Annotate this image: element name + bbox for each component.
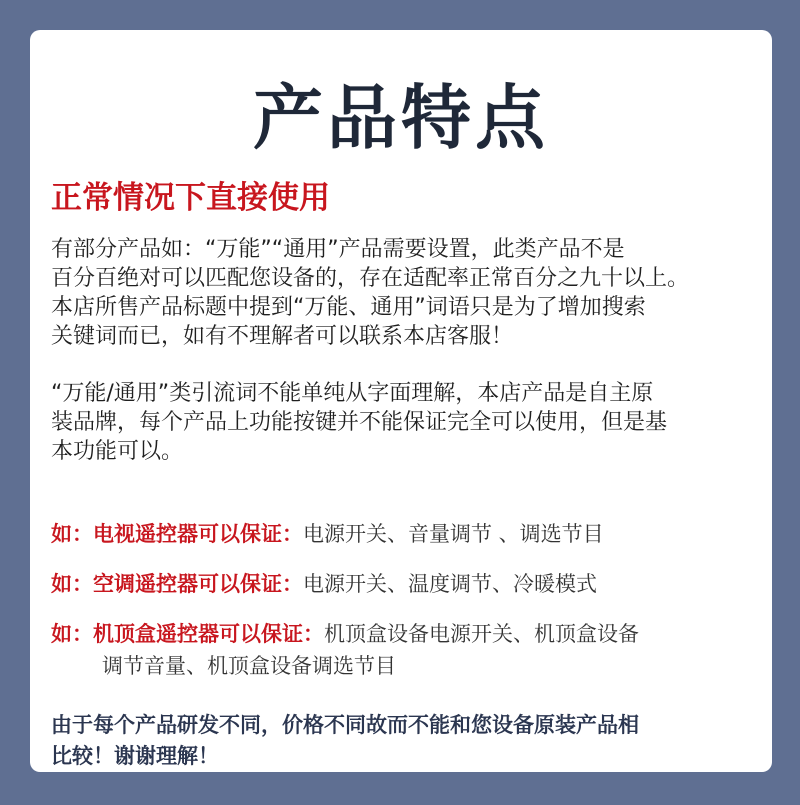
guarantee-value: 电源开关、温度调节、冷暖模式 — [303, 572, 597, 596]
guarantee-ac-remote — [51, 569, 766, 599]
guarantee-settop-continuation — [102, 651, 800, 681]
guarantee-tv-remote — [51, 519, 766, 549]
guarantee-label: 如：机顶盒遥控器可以保证： — [51, 622, 324, 646]
footer-line: 由于每个产品研发不同，价格不同故而不能和您设备原装产品相 — [51, 713, 639, 737]
page-title: 产品特点 — [253, 77, 549, 159]
section-subtitle: 正常情况下直接使用 — [51, 180, 330, 216]
feature-card — [30, 30, 772, 772]
notice-paragraph-1 — [51, 235, 761, 351]
guarantee-value: 电源开关、音量调节 、调选节目 — [303, 522, 604, 546]
paragraph-line: 装品牌，每个产品上功能按键并不能保证完全可以使用，但是基 — [51, 410, 668, 435]
footer-note — [51, 710, 766, 772]
notice-paragraph-2 — [51, 379, 761, 466]
paragraph-line: 关键词而已，如有不理解者可以联系本店客服！ — [51, 324, 514, 349]
guarantee-label: 如：电视遥控器可以保证： — [51, 522, 303, 546]
guarantee-settop-remote — [51, 619, 766, 649]
footer-line: 比较！谢谢理解！ — [51, 744, 219, 768]
paragraph-line: “万能/通用”类引流词不能单纯从字面理解，本店产品是自主原 — [51, 381, 654, 406]
paragraph-line: 百分百绝对可以匹配您设备的，存在适配率正常百分之九十以上。 — [51, 266, 690, 291]
guarantee-value-continuation: 调节音量、机顶盒设备调选节目 — [102, 654, 396, 678]
guarantee-label: 如：空调遥控器可以保证： — [51, 572, 303, 596]
paragraph-line: 本店所售产品标题中提到“万能、通用”词语只是为了增加搜索 — [51, 295, 646, 320]
paragraph-line: 有部分产品如：“万能”“通用”产品需要设置，此类产品不是 — [51, 237, 625, 262]
paragraph-line: 本功能可以。 — [51, 439, 184, 464]
guarantee-value: 机顶盒设备电源开关、机顶盒设备 — [324, 622, 639, 646]
